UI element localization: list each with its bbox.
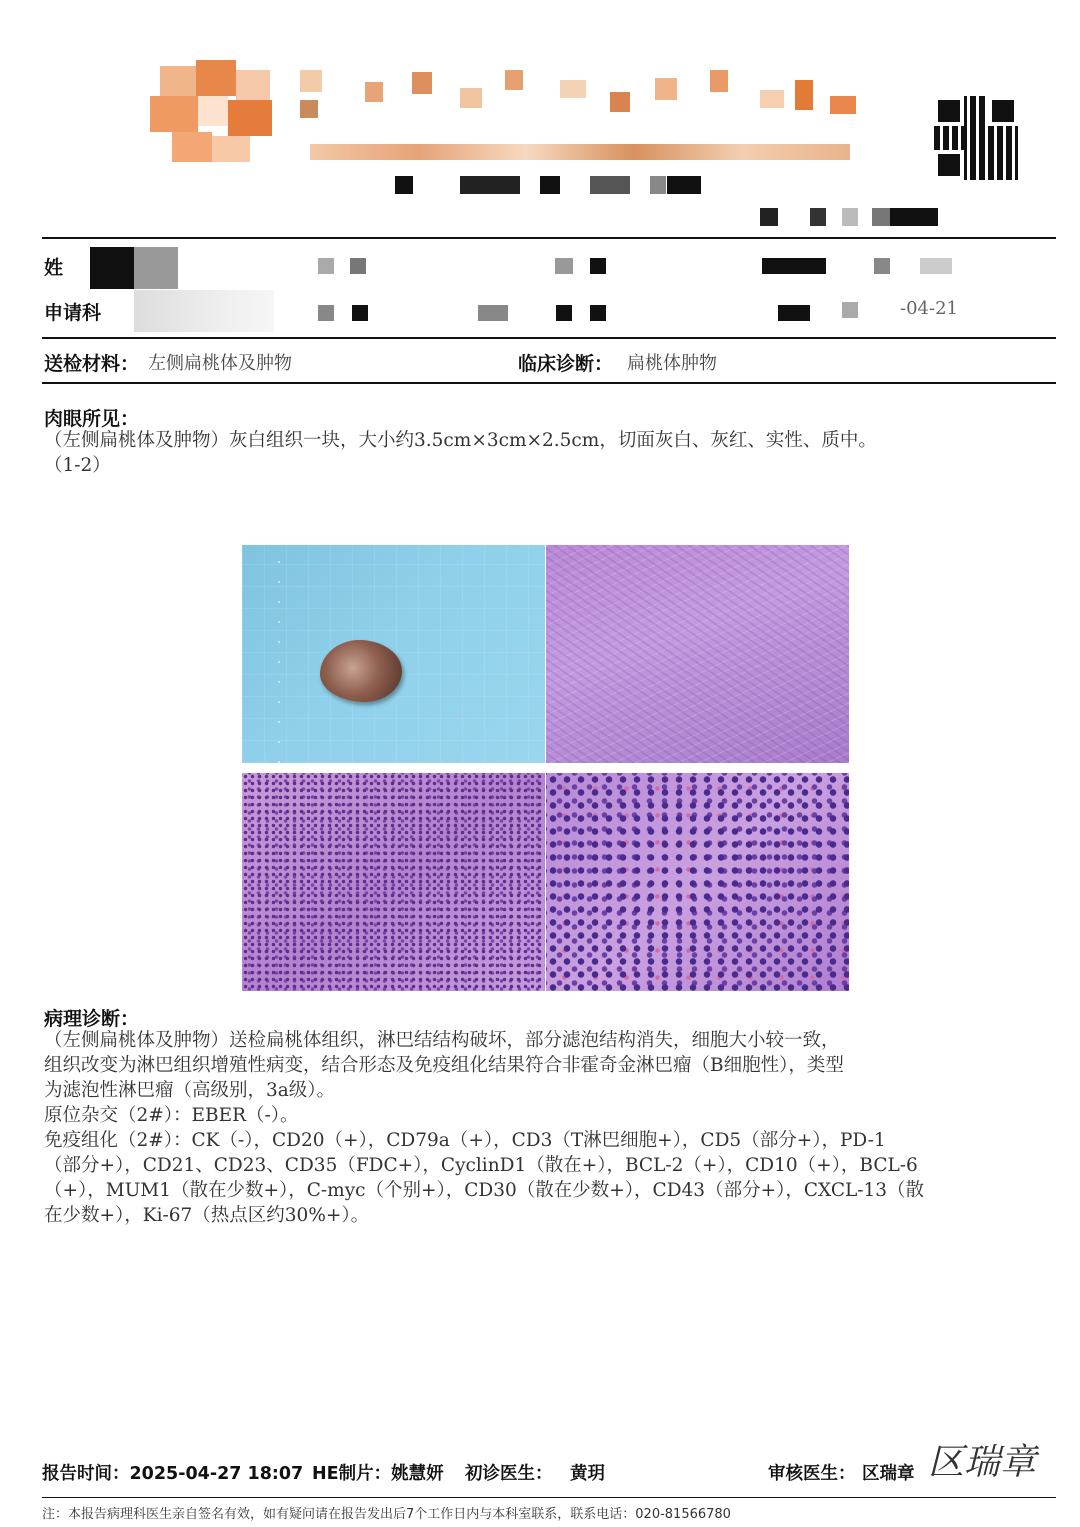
redacted-subtitle xyxy=(395,176,715,194)
mid-rule xyxy=(42,337,1056,339)
clinical-diagnosis-value: 扁桃体肿物 xyxy=(627,353,717,374)
clinical-diagnosis-label: 临床诊断： xyxy=(518,353,614,375)
redacted-block xyxy=(478,305,508,321)
gross-specimen-photo xyxy=(242,545,545,763)
redacted-report-number xyxy=(760,208,950,226)
redacted-block xyxy=(555,258,573,274)
handwritten-signature: 区瑞章 xyxy=(928,1442,1037,1483)
histology-image-medium-power xyxy=(242,773,545,991)
specimen-material-label: 送检材料： xyxy=(44,353,140,375)
initial-doctor-label: 初诊医生： xyxy=(465,1464,553,1484)
histology-image-high-power xyxy=(546,773,849,991)
hospital-logo-redacted xyxy=(150,60,880,170)
redacted-block xyxy=(874,258,890,274)
redacted-block xyxy=(590,305,606,321)
gross-findings-text: （左侧扁桃体及肿物）灰白组织一块，大小约3.5cm×3cm×2.5cm，切面灰白、灰红、实性、质中。 （1-2） xyxy=(44,430,877,476)
redacted-block xyxy=(134,290,274,332)
pathology-diagnosis-text: （左侧扁桃体及肿物）送检扁桃体组织，淋巴结结构破坏，部分滤泡结构消失，细胞大小较一致， 组织改变为淋巴组织增殖性病变，结合形态及免疫组化结果符合非霍奇金淋巴瘤（B细胞性），类型 为滤泡性淋巴瘤（高级别，3a级）。 原位杂交（2#）：EBER（-）。 免疫组化（2#）：CK（-），CD20（+），CD79a（+），CD3（T淋巴细胞+），CD5（部分+），PD-1 （部分+），CD21、CD23、CD35（FDC+），CyclinD1（散在+），BCL-2（+），CD10（+），BCL-6 （+），MUM1（散在少数+），C-myc（个别+），CD30（散在少数+），CD43（部分+），CXCL-13（散 在少数+），Ki-67（热点区约30%+）。 xyxy=(44,1030,925,1226)
specimen-material-value: 左侧扁桃体及肿物 xyxy=(148,353,292,374)
redacted-block xyxy=(90,247,134,289)
reviewer-label: 审核医生： xyxy=(768,1464,856,1484)
redacted-block xyxy=(842,302,858,318)
section-rule xyxy=(42,382,1056,384)
top-rule xyxy=(42,237,1056,239)
footer-rule xyxy=(42,1497,1056,1498)
he-maker: HE制片：姚慧妍 xyxy=(312,1464,444,1484)
redacted-block xyxy=(350,258,366,274)
redacted-block xyxy=(920,258,952,274)
initial-doctor-name: 黄玥 xyxy=(570,1464,605,1484)
report-time: 报告时间：2025-04-27 18:07 xyxy=(42,1464,304,1484)
redacted-block xyxy=(778,305,810,321)
reviewer-name: 区瑞章 xyxy=(862,1464,915,1484)
redacted-block xyxy=(318,258,334,274)
footer-note: 注：本报告病理科医生亲自签名有效，如有疑问请在报告发出后7个工作日内与本科室联系，联系电话：020-81566780 xyxy=(42,1507,731,1522)
department-label: 申请科 xyxy=(44,302,102,324)
pathology-diagnosis-title: 病理诊断： xyxy=(44,1008,140,1030)
redacted-block xyxy=(318,305,334,321)
redacted-block xyxy=(556,305,572,321)
histology-image-low-power xyxy=(546,545,849,763)
gross-findings-title: 肉眼所见： xyxy=(44,408,140,430)
qr-code-redacted xyxy=(934,96,1018,180)
redacted-block xyxy=(762,258,826,274)
redacted-block xyxy=(352,305,368,321)
report-date-fragment: -04-21 xyxy=(900,298,958,319)
patient-name-label: 姓 xyxy=(44,257,64,279)
redacted-block xyxy=(590,258,606,274)
redacted-block xyxy=(134,247,178,289)
